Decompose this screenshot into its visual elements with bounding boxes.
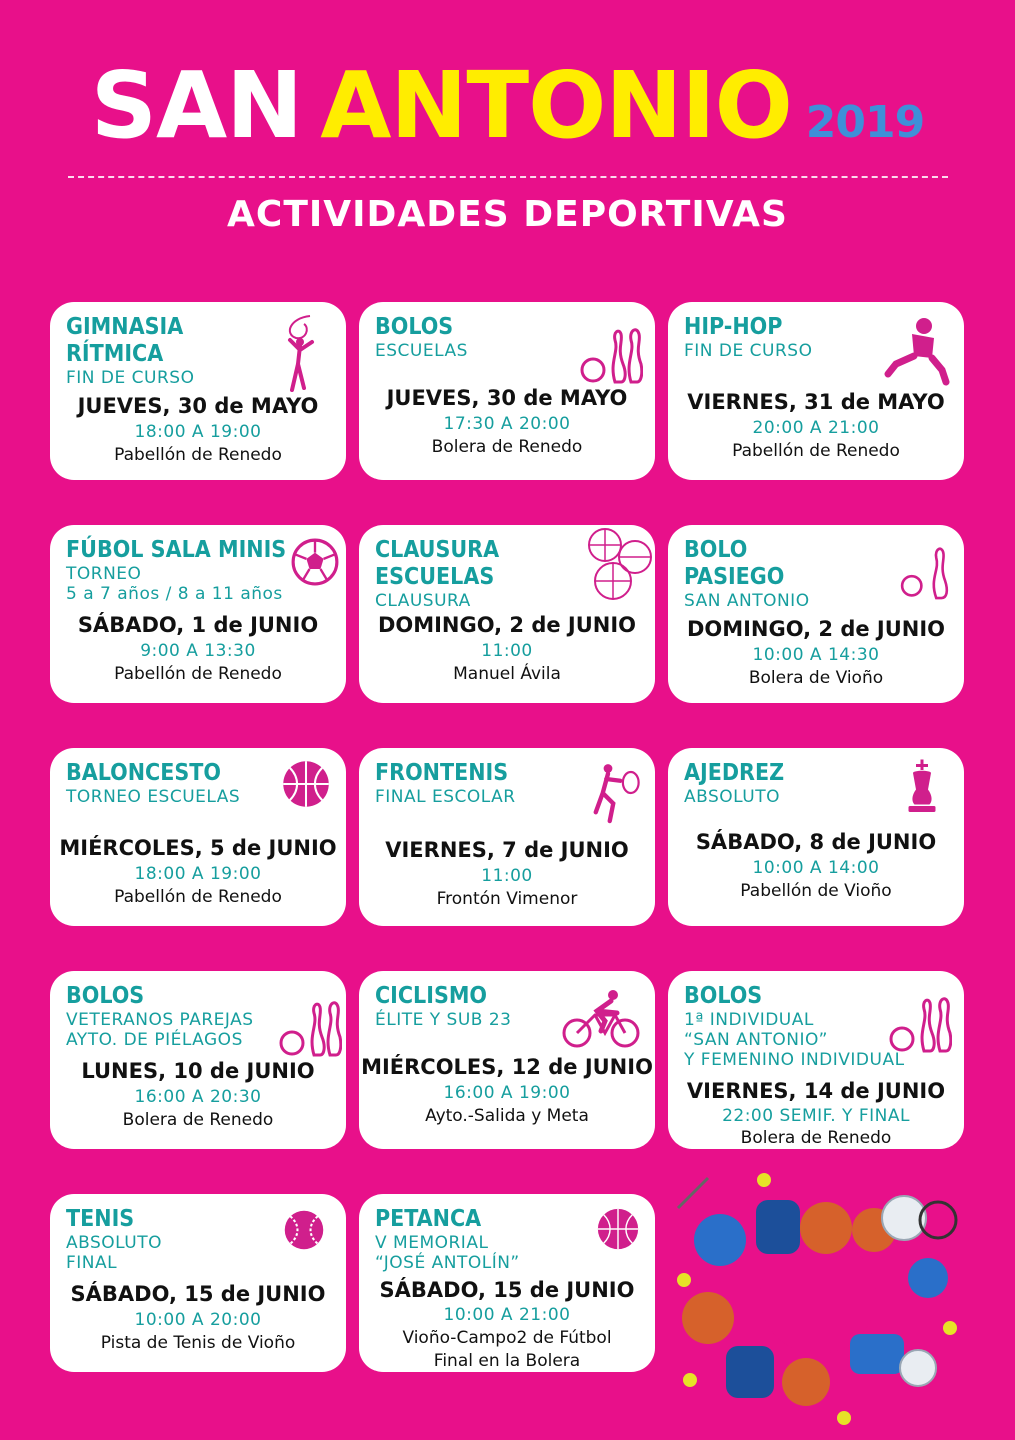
event-place: Bolera de Vioño: [748, 668, 884, 688]
header-divider: [68, 176, 948, 178]
event-subtitle: FINAL ESCOLAR: [375, 787, 516, 807]
event-date: LUNES, 10 de JUNIO: [81, 1059, 315, 1083]
event-subtitle: CLAUSURA: [375, 591, 471, 611]
event-time: 10:00 A 21:00: [443, 1305, 571, 1325]
event-subtitle: ABSOLUTO: [684, 787, 780, 807]
event-title: CICLISMO: [375, 983, 488, 1009]
event-time: 9:00 A 13:30: [140, 641, 256, 661]
basketball-icon: [800, 1202, 852, 1254]
event-time: 10:00 A 14:00: [752, 858, 880, 878]
event-date: VIERNES, 14 de JUNIO: [686, 1079, 946, 1103]
event-time: 16:00 A 19:00: [443, 1083, 571, 1103]
event-title: CLAUSURA ESCUELAS: [375, 537, 500, 590]
event-subtitle: TORNEO 5 a 7 años / 8 a 11 años: [66, 564, 283, 604]
event-place: Vioño-Campo2 de Fútbol Final en la Bolera: [402, 1328, 612, 1371]
event-date: MIÉRCOLES, 12 de JUNIO: [361, 1055, 653, 1079]
event-title: BOLOS: [66, 983, 145, 1009]
event-place: Pabellón de Renedo: [114, 887, 282, 907]
blue-helmet-icon: [694, 1214, 746, 1266]
event-time: 10:00 A 20:00: [134, 1310, 262, 1330]
event-place: Bolera de Renedo: [740, 1128, 892, 1148]
event-time: 11:00: [481, 641, 533, 661]
tennis-ball-icon: [282, 1208, 326, 1252]
petanque-ball-icon: [595, 1206, 641, 1252]
event-date: SÁBADO, 1 de JUNIO: [77, 613, 319, 637]
poster-title: [0, 52, 1015, 159]
event-title: FÚBOL SALA MINIS: [66, 537, 287, 563]
event-card-futbol-sala: [50, 525, 346, 703]
event-time: 22:00 SEMIF. Y FINAL: [722, 1106, 910, 1126]
poster-subtitle: ACTIVIDADES DEPORTIVAS: [227, 194, 788, 235]
event-time: 11:00: [481, 866, 533, 886]
sports-equipment-collage: [668, 1168, 968, 1430]
event-card-gimnasia: [50, 302, 346, 480]
bowling-pins-icon: [888, 981, 952, 1061]
event-time: 20:00 A 21:00: [752, 418, 880, 438]
event-subtitle: TORNEO ESCUELAS: [66, 787, 241, 807]
event-title: BOLOS: [375, 314, 454, 340]
event-place: Pista de Tenis de Vioño: [100, 1333, 296, 1353]
poster-header: [0, 0, 1015, 260]
frontenis-player-icon: [587, 758, 643, 828]
event-date: DOMINGO, 2 de JUNIO: [686, 617, 946, 641]
event-date: MIÉRCOLES, 5 de JUNIO: [59, 836, 337, 860]
bowling-pins-icon: [278, 985, 342, 1065]
event-card-ciclismo: [359, 971, 655, 1149]
event-date: VIERNES, 31 de MAYO: [687, 390, 945, 414]
event-date: JUEVES, 30 de MAYO: [77, 394, 319, 418]
event-card-ajedrez: [668, 748, 964, 926]
event-date: VIERNES, 7 de JUNIO: [385, 838, 629, 862]
event-title: BALONCESTO: [66, 760, 221, 786]
event-date: SÁBADO, 8 de JUNIO: [695, 830, 937, 854]
event-card-tenis: [50, 1194, 346, 1372]
rhythmic-gymnast-icon: [270, 312, 334, 392]
event-date: SÁBADO, 15 de JUNIO: [379, 1278, 635, 1302]
event-subtitle: ESCUELAS: [375, 341, 468, 361]
event-title: FRONTENIS: [375, 760, 509, 786]
event-card-baloncesto: [50, 748, 346, 926]
event-place: Ayto.-Salida y Meta: [425, 1106, 589, 1126]
event-card-bolos-individual: [668, 971, 964, 1149]
event-time: 18:00 A 19:00: [134, 864, 262, 884]
event-time: 18:00 A 19:00: [134, 422, 262, 442]
soccer-ball-icon: [290, 537, 340, 587]
event-subtitle: V MEMORIAL “JOSÉ ANTOLÍN”: [375, 1233, 520, 1273]
event-title: HIP-HOP: [684, 314, 783, 340]
event-subtitle: VETERANOS PAREJAS AYTO. DE PIÉLAGOS: [66, 1010, 254, 1050]
event-card-bolo-pasiego: [668, 525, 964, 703]
event-card-petanca: [359, 1194, 655, 1372]
event-card-bolos-veteranos: [50, 971, 346, 1149]
event-subtitle: ÉLITE Y SUB 23: [375, 1010, 512, 1030]
event-title: AJEDREZ: [684, 760, 785, 786]
event-time: 16:00 A 20:30: [134, 1087, 262, 1107]
event-title: PETANCA: [375, 1206, 482, 1232]
event-place: Bolera de Renedo: [122, 1110, 274, 1130]
event-subtitle: SAN ANTONIO: [684, 591, 810, 611]
title-antonio: ANTONIO: [320, 52, 792, 159]
event-card-frontenis: [359, 748, 655, 926]
event-place: Manuel Ávila: [453, 664, 561, 684]
event-title: TENIS: [66, 1206, 135, 1232]
event-subtitle: 1ª INDIVIDUAL “SAN ANTONIO” Y FEMENINO INDIVIDUAL: [684, 1010, 905, 1070]
event-place: Pabellón de Renedo: [732, 441, 900, 461]
event-card-bolos-escuelas: [359, 302, 655, 480]
event-title: GIMNASIA RÍTMICA: [66, 314, 184, 367]
cyclist-icon: [561, 987, 641, 1051]
title-san: SAN: [90, 52, 303, 159]
event-subtitle: FIN DE CURSO: [66, 368, 195, 388]
title-year: 2019: [805, 97, 925, 148]
event-place: Bolera de Renedo: [431, 437, 583, 457]
event-date: SÁBADO, 15 de JUNIO: [70, 1282, 326, 1306]
event-card-clausura: [359, 525, 655, 703]
event-place: Frontón Vimenor: [436, 889, 578, 909]
event-time: 10:00 A 14:30: [752, 645, 880, 665]
event-place: Pabellón de Renedo: [114, 445, 282, 465]
bowling-pin-icon: [896, 535, 952, 605]
bowling-pins-icon: [579, 312, 643, 392]
chess-king-icon: [898, 752, 946, 824]
event-subtitle: FIN DE CURSO: [684, 341, 813, 361]
event-title: BOLO PASIEGO: [684, 537, 785, 590]
basketball-icon: [280, 758, 332, 810]
event-subtitle: ABSOLUTO FINAL: [66, 1233, 162, 1273]
tennis-ball-small-icon: [757, 1173, 771, 1187]
event-place: Pabellón de Renedo: [114, 664, 282, 684]
backpack-icon: [756, 1200, 800, 1254]
sports-balls-icon: [575, 525, 655, 605]
event-title: BOLOS: [684, 983, 763, 1009]
event-date: DOMINGO, 2 de JUNIO: [377, 613, 637, 637]
event-date: JUEVES, 30 de MAYO: [386, 386, 628, 410]
event-place: Pabellón de Vioño: [740, 881, 892, 901]
event-card-hiphop: [668, 302, 964, 480]
dancer-icon: [880, 312, 952, 392]
event-time: 17:30 A 20:00: [443, 414, 571, 434]
